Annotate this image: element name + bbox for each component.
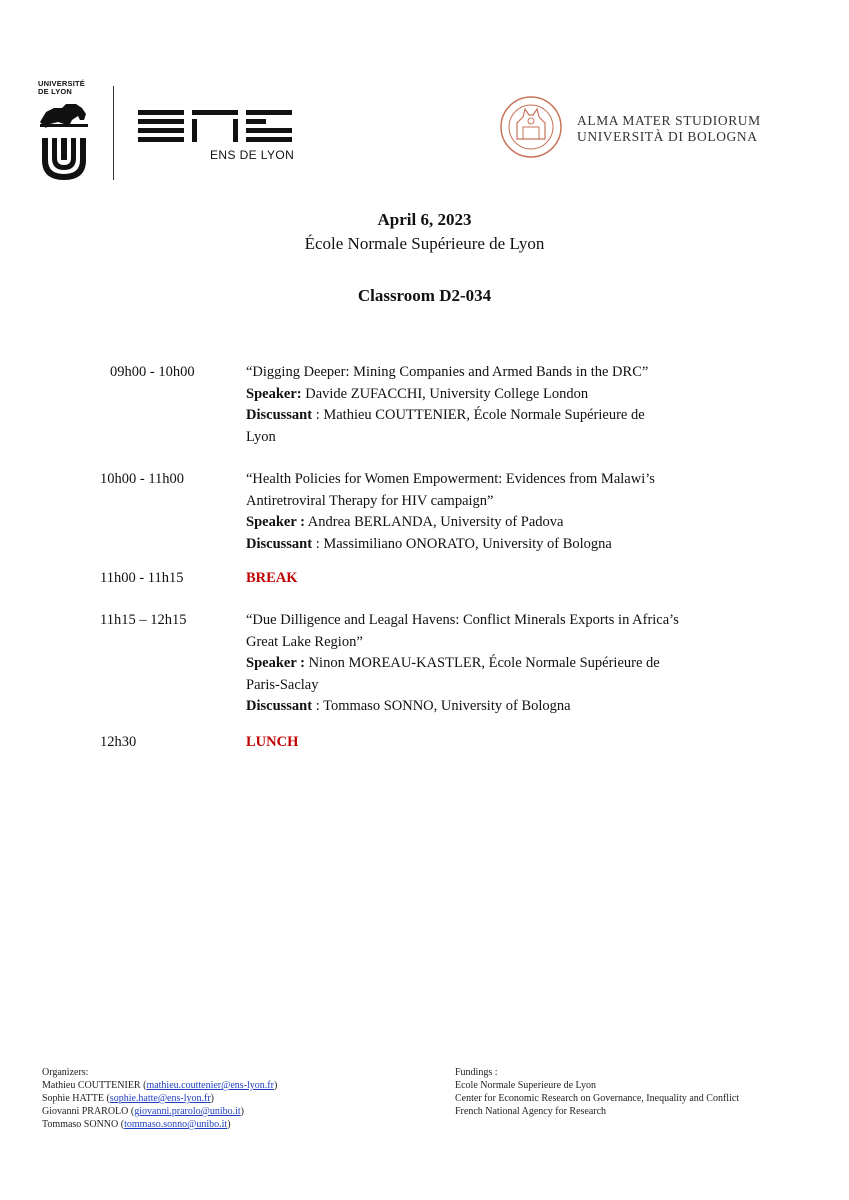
speaker-name: Davide ZUFACCHI, University College London [301, 385, 589, 402]
speaker-name: Ninon MOREAU-KASTLER, École Normale Supérieure de [304, 655, 660, 671]
bologna-name-line1: ALMA MATER STUDIORUM [577, 113, 761, 128]
organizer-row: Tommaso SONNO (tommaso.sonno@unibo.it) [42, 1119, 231, 1130]
bologna-seal-icon [499, 95, 563, 159]
schedule-time: 10h00 - 11h00 [100, 471, 185, 487]
speaker-label: Speaker: [246, 385, 302, 402]
organizer-name: Sophie HATTE [42, 1093, 104, 1104]
talk-title-cont: Great Lake Region” [246, 633, 363, 650]
schedule-time: 09h00 - 10h00 [110, 364, 195, 380]
lion-u-icon [36, 98, 92, 184]
speaker-label: Speaker : [246, 514, 305, 530]
discussant-label: Discussant [246, 698, 313, 714]
schedule-body [246, 610, 746, 718]
fundings-heading: Fundings : [455, 1067, 498, 1078]
lunch-label: LUNCH [246, 734, 299, 750]
discussant-line [246, 696, 746, 718]
talk-title-cont: Antiretroviral Therapy for HIV campaign” [246, 492, 494, 509]
speaker-line [246, 384, 746, 406]
funding-item: French National Agency for Research [455, 1106, 607, 1117]
speaker-line [246, 653, 746, 675]
discussant-line [246, 405, 746, 427]
discussant-line-cont: Lyon [246, 428, 276, 445]
speaker-line [246, 512, 746, 534]
ens-caption: ENS DE LYON [210, 148, 295, 162]
organizers-heading: Organizers: [42, 1067, 89, 1078]
organizer-email-link[interactable]: tommaso.sonno@unibo.it [124, 1119, 228, 1130]
schedule-time: 11h00 - 11h15 [100, 570, 184, 586]
ens-logo [138, 110, 294, 149]
talk-title: “Digging Deeper: Mining Companies and Armed Bands in the DRC” [246, 364, 649, 380]
organizer-email-link[interactable]: giovanni.prarolo@unibo.it [134, 1106, 241, 1117]
speaker-line-cont: Paris-Saclay [246, 676, 319, 693]
organizer-row: Sophie HATTE (sophie.hatte@ens-lyon.fr) [42, 1093, 214, 1104]
header-divider [113, 86, 114, 180]
fundings-block [455, 1066, 739, 1118]
talk-title: “Health Policies for Women Empowerment: Evidences from Malawi’s [246, 471, 655, 487]
organizer-email-link[interactable]: mathieu.couttenier@ens-lyon.fr [146, 1080, 274, 1091]
bologna-name [577, 113, 761, 145]
universite-de-lyon-logo [36, 80, 92, 184]
funding-item: Ecole Normale Superieure de Lyon [455, 1080, 597, 1091]
udl-text-line2: DE LYON [38, 87, 73, 96]
speaker-name: Andrea BERLANDA, University of Padova [304, 514, 564, 530]
discussant-name: : Mathieu COUTTENIER, École Normale Supérieure de [312, 407, 645, 423]
discussant-line [246, 534, 746, 556]
event-classroom: Classroom D2-034 [357, 286, 492, 305]
udl-logo-text [38, 80, 90, 96]
organizer-name: Tommaso SONNO [42, 1119, 119, 1130]
break-label: BREAK [246, 570, 298, 586]
bologna-seal [499, 95, 563, 164]
organizer-row: Mathieu COUTTENIER (mathieu.couttenier@ens-lyon.fr) [42, 1080, 278, 1091]
talk-title: “Due Dilligence and Leagal Havens: Conflict Minerals Exports in Africa’s [246, 612, 679, 628]
schedule-body [246, 732, 746, 754]
discussant-name: : Massimiliano ONORATO, University of Bologna [312, 535, 612, 552]
organizer-row: Giovanni PRAROLO (giovanni.prarolo@unibo.it) [42, 1106, 245, 1117]
organizer-email-link[interactable]: sophie.hatte@ens-lyon.fr [109, 1093, 211, 1104]
udl-text-line1: UNIVERSITÉ [38, 79, 86, 88]
event-date: April 6, 2023 [377, 210, 472, 229]
speaker-label: Speaker : [246, 655, 305, 671]
schedule-body [246, 362, 746, 448]
ens-wordmark-icon [138, 110, 294, 144]
discussant-name: : Tommaso SONNO, University of Bologna [312, 698, 571, 714]
bologna-name-line2: UNIVERSITÀ DI BOLOGNA [577, 129, 758, 144]
organizer-name: Mathieu COUTTENIER [42, 1080, 141, 1091]
discussant-label: Discussant [246, 407, 313, 423]
funding-item: Center for Economic Research on Governance, Inequality and Conflict [455, 1093, 740, 1104]
organizers-block [42, 1066, 277, 1131]
event-venue: École Normale Supérieure de Lyon [304, 234, 545, 253]
schedule-time: 11h15 – 12h15 [100, 612, 187, 628]
discussant-label: Discussant [246, 535, 313, 552]
schedule-body [246, 568, 746, 590]
organizer-name: Giovanni PRAROLO [42, 1106, 129, 1117]
schedule-body [246, 469, 746, 555]
schedule-time: 12h30 [100, 734, 137, 750]
